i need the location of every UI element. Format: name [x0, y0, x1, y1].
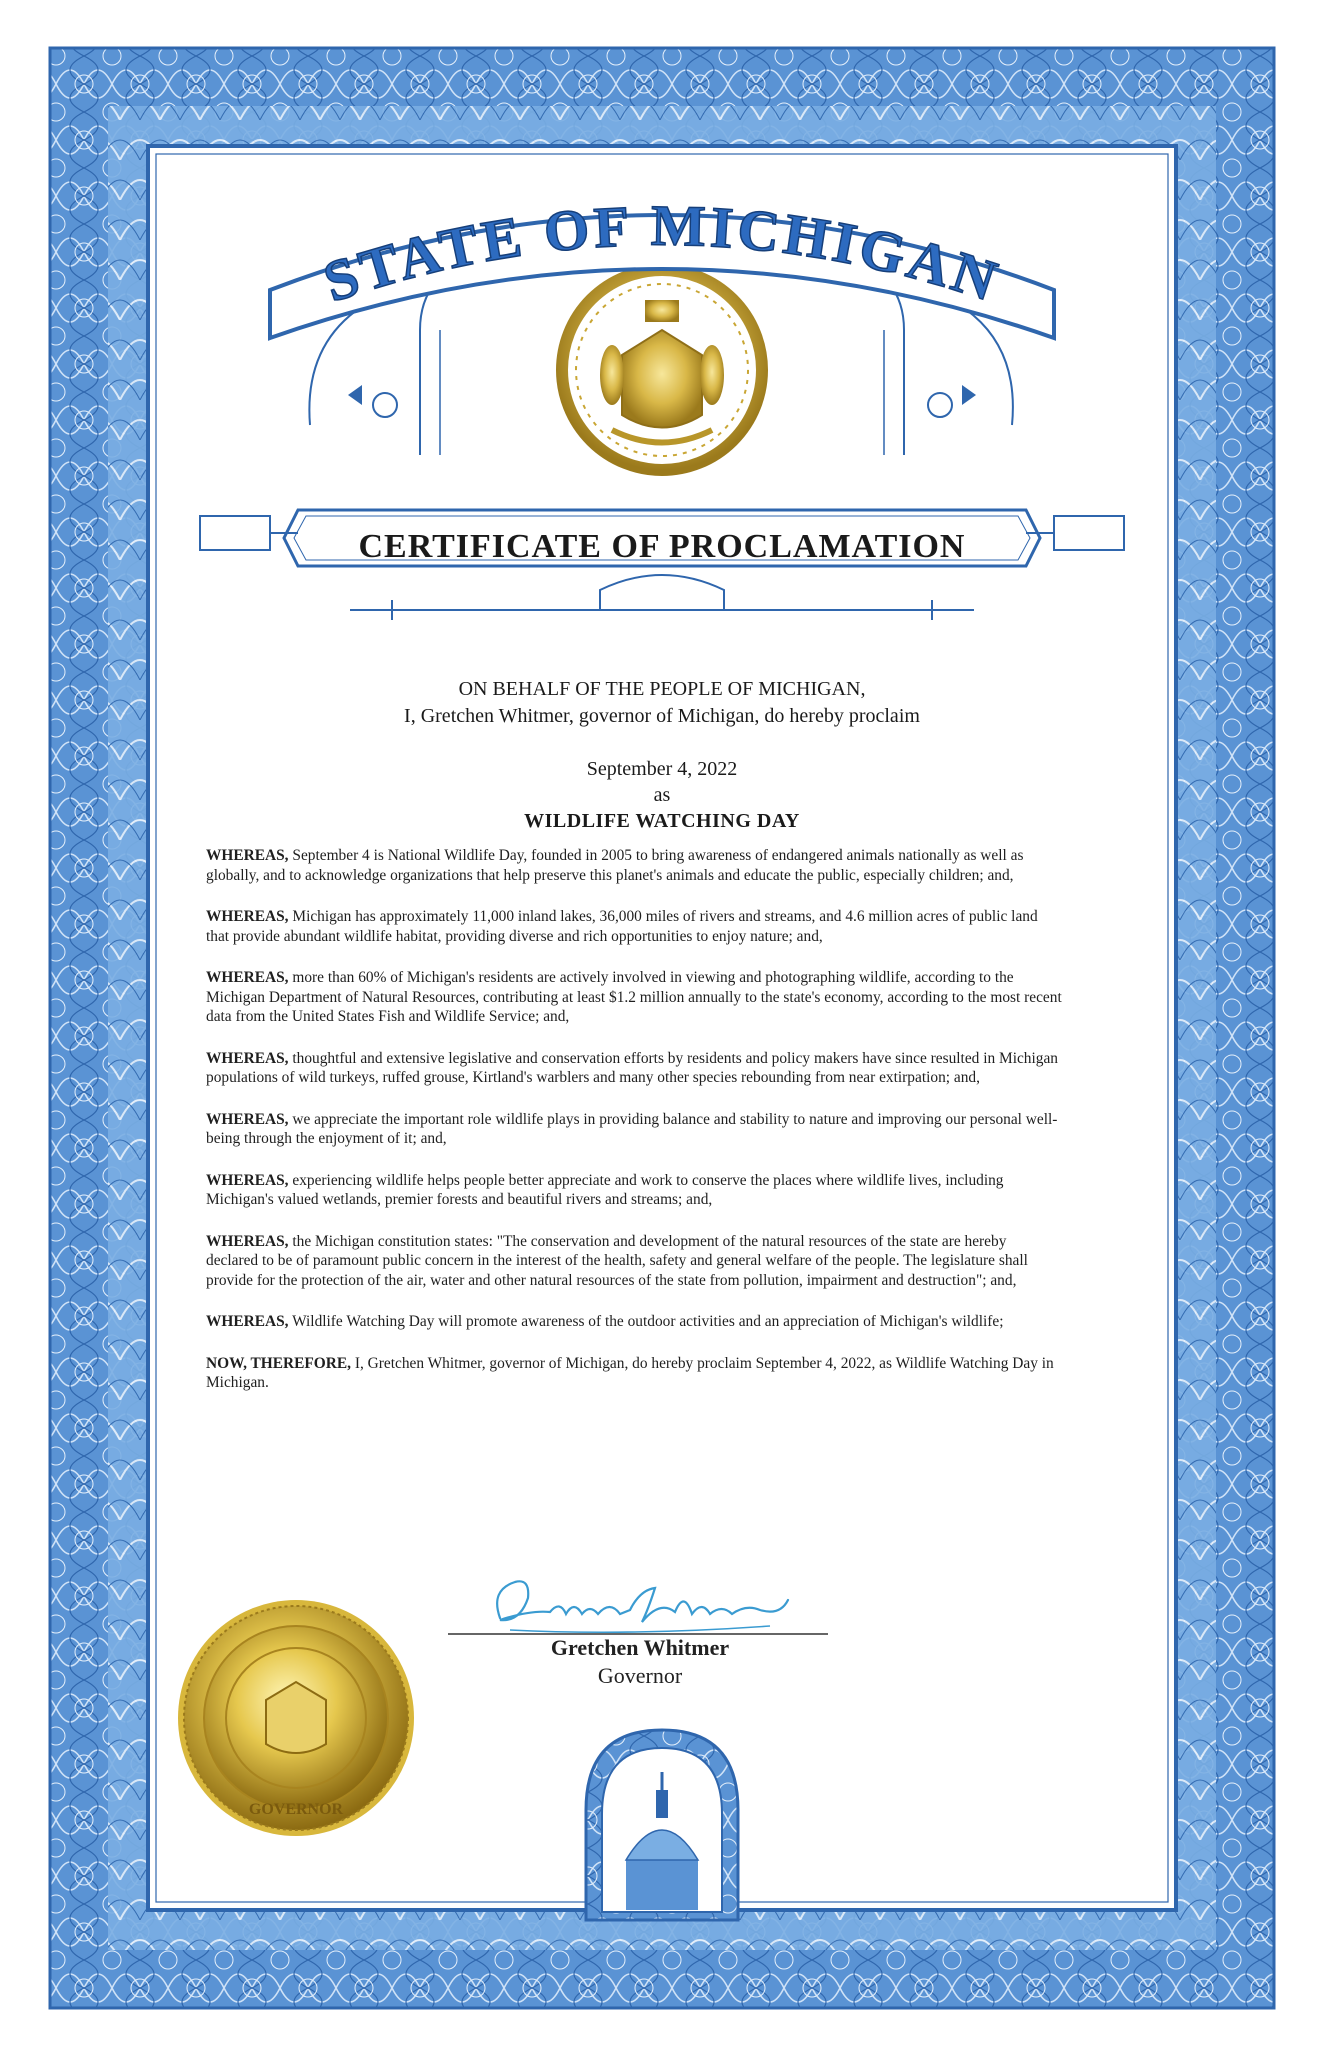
governor-seal-icon	[178, 1600, 414, 1836]
paragraph: WHEREAS, more than 60% of Michigan's residents are actively involved in viewing and photographing wildlife, according to the Michigan Department of Natural Resources, contributing at least $1.2 million annually to the state's economy, according to the most recent data from the United States Fish and Wildlife Service; and,	[206, 969, 1062, 1025]
paragraph: WHEREAS, September 4 is National Wildlife Day, founded in 2005 to bring awareness of endangered animals nationally as well as globally, and to acknowledge organizations that help preserve this planet's animals and educate the public, especially children; and,	[206, 847, 1024, 884]
paragraph: WHEREAS, the Michigan constitution states: "The conservation and development of the natural resources of the state are hereby declared to be of paramount public concern in the interest of the health, safety and general welfare of the people. The legislature shall provide for the protection of the air, water and other natural resources of the state from pollution, impairment and destruction"; and,	[206, 1232, 1028, 1289]
signer-name: Gretchen Whitmer	[550, 1635, 730, 1660]
paragraph: WHEREAS, Wildlife Watching Day will promote awareness of the outdoor activities and an appreciation of Michigan's wildlife;	[206, 1313, 1004, 1330]
signature-block	[490, 1634, 790, 1690]
paragraph: WHEREAS, thoughtful and extensive legislative and conservation efforts by residents and policy makers have since resulted in Michigan populations of wild turkeys, ruffed grouse, Kirtland's warblers and many other species rebounding from near extirpation; and,	[206, 1049, 1058, 1086]
proclamation-date: September 4, 2022	[586, 758, 738, 780]
proclamation-body	[206, 846, 1062, 1415]
signer-title: Governor	[597, 1663, 683, 1688]
paragraph: NOW, THEREFORE, I, Gretchen Whitmer, governor of Michigan, do hereby proclaim September 4, 2022, as Wildlife Watching Day in Michigan.	[206, 1354, 1054, 1391]
capitol-dome-icon	[586, 1730, 738, 1920]
paragraph: WHEREAS, experiencing wildlife helps people better appreciate and work to conserve the places where wildlife lives, including Michigan's valued wetlands, premier forests and beautiful rivers and streams; and,	[206, 1171, 1004, 1208]
state-title: STATE OF MICHIGAN	[315, 192, 1008, 315]
paragraph: WHEREAS, Michigan has approximately 11,000 inland lakes, 36,000 miles of rivers and streams, and 4.6 million acres of public land that provide abundant wildlife habitat, providing diverse and rich opportunities to enjoy nature; and,	[206, 908, 1038, 945]
handwritten-signature	[470, 1570, 810, 1640]
certificate-title: CERTIFICATE OF PROCLAMATION	[358, 528, 966, 565]
paragraph: WHEREAS, we appreciate the important role wildlife plays in providing balance and stability to nature and improving our personal well-being through the enjoyment of it; and,	[206, 1110, 1058, 1147]
intro-line-1: ON BEHALF OF THE PEOPLE OF MICHIGAN,	[458, 678, 866, 700]
proclamation-intro	[0, 676, 1324, 730]
seal-text: GOVERNOR	[248, 1801, 344, 1818]
proclamation-title: WILDLIFE WATCHING DAY	[524, 810, 800, 832]
proclamation-as: as	[653, 784, 671, 806]
proclamation-date-block	[0, 756, 1324, 834]
intro-line-2: I, Gretchen Whitmer, governor of Michigan, do hereby proclaim	[404, 705, 920, 727]
